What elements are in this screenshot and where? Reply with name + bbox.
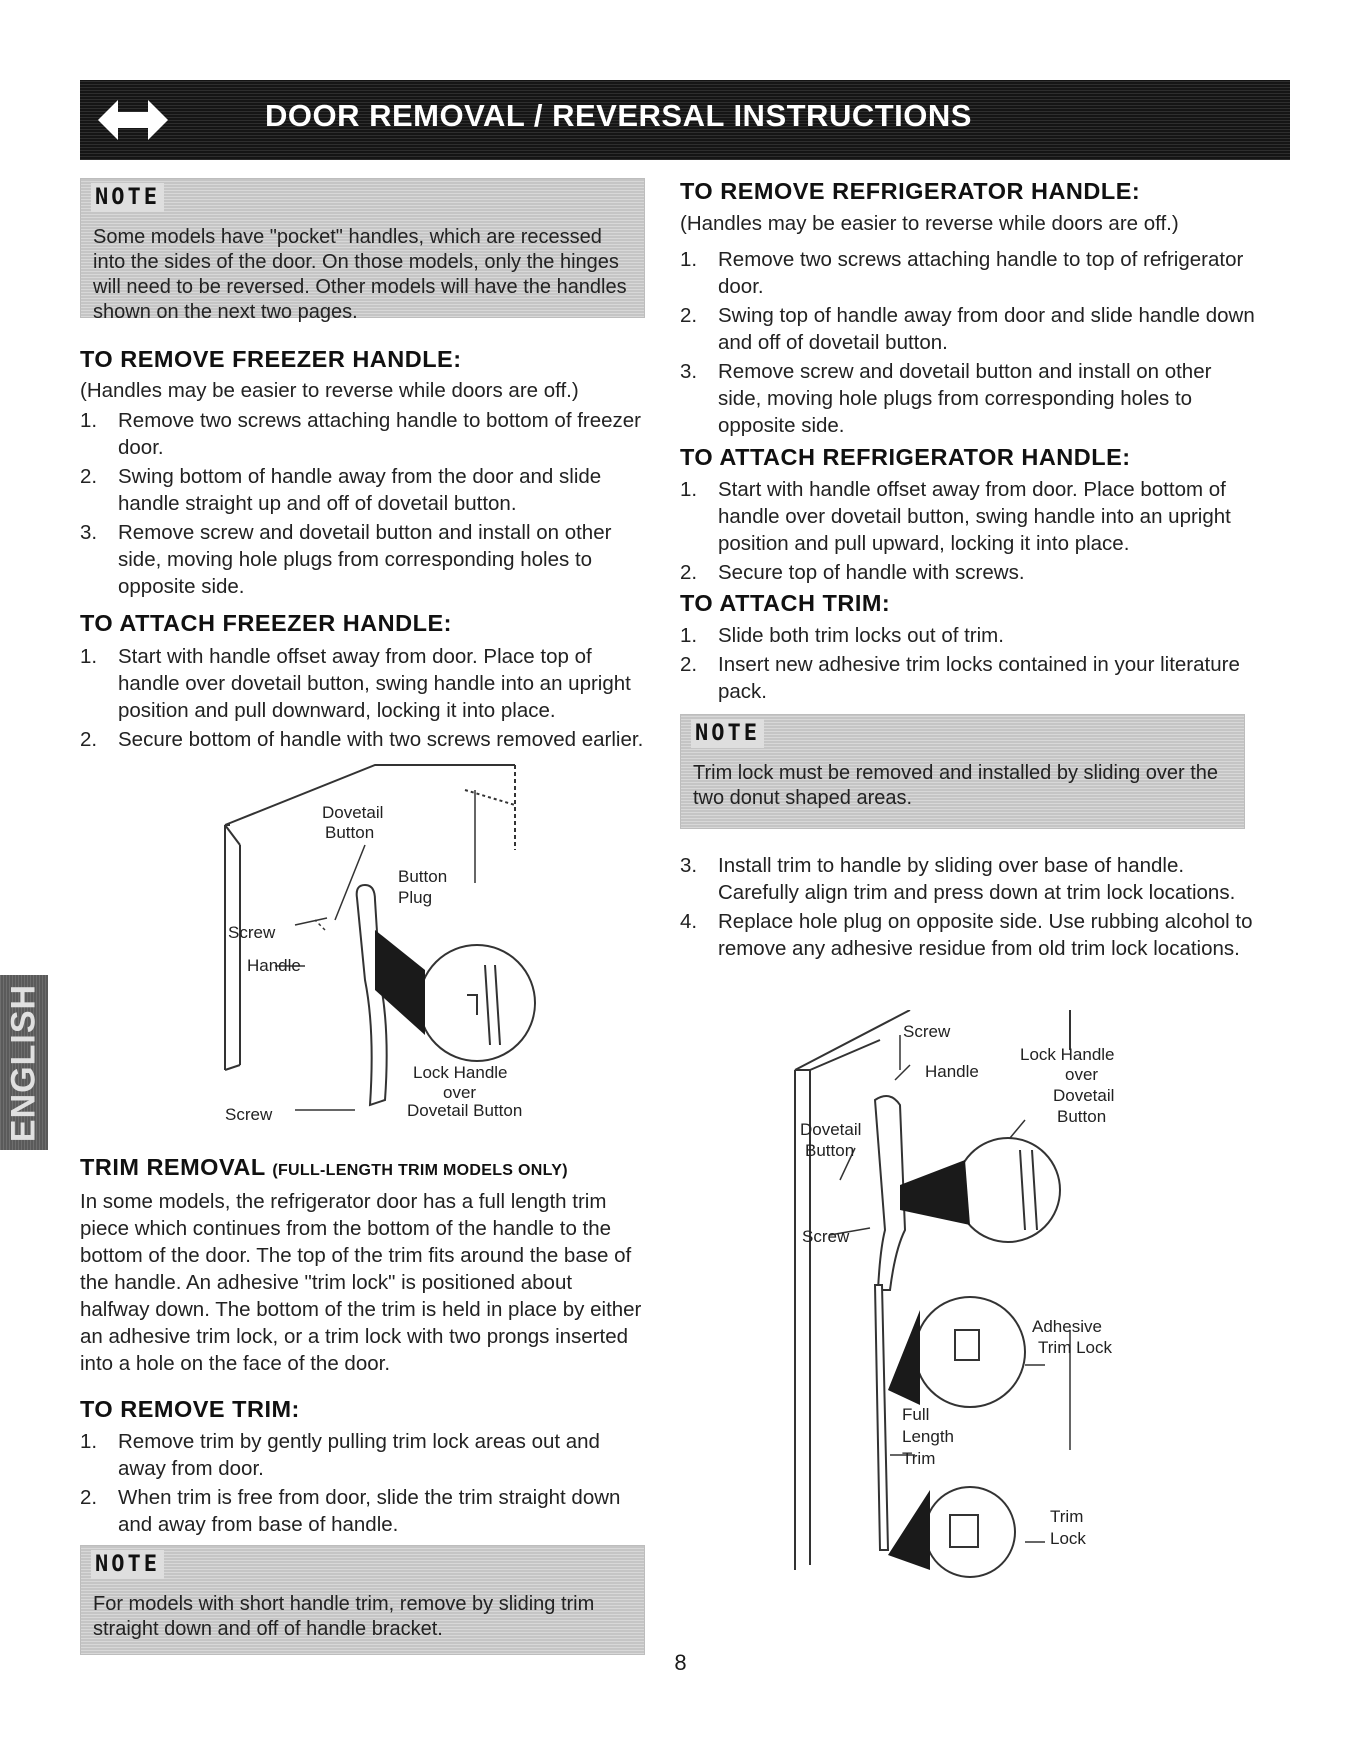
- list-item: 2. Swing bottom of handle away from the door and slide handle straight up and off of dovetail button.: [80, 465, 602, 515]
- label-screw-left: Screw: [802, 1227, 850, 1246]
- label-over: over: [443, 1083, 477, 1102]
- subtext-refrigerator: (Handles may be easier to reverse while doors are off.): [680, 212, 1179, 235]
- list-item: 1. Remove two screws attaching handle to top of refrigerator door.: [680, 248, 1244, 298]
- list-item: 1. Remove trim by gently pulling trim lock areas out and away from door.: [80, 1430, 600, 1480]
- list-item: 2. Insert new adhesive trim locks contained in your literature pack.: [680, 653, 1240, 703]
- heading-attach-refrigerator-handle: TO ATTACH REFRIGERATOR HANDLE:: [680, 444, 1131, 470]
- list-item: 3. Remove screw and dovetail button and install on other side, moving hole plugs from corresponding holes to opposite side.: [680, 360, 1212, 437]
- steps-remove-trim: [80, 1428, 645, 1538]
- label-button-plug: Button: [398, 867, 448, 886]
- note-label: NOTE: [91, 1550, 164, 1579]
- heading-trim-removal: TRIM REMOVAL (FULL-LENGTH TRIM MODELS ONLY): [80, 1154, 568, 1180]
- label-trim-lock: Trim Lock: [1038, 1338, 1112, 1357]
- label-screw-bottom: Screw: [225, 1105, 273, 1124]
- freezer-handle-diagram: [185, 760, 565, 1140]
- trim-removal-paragraph: In some models, the refrigerator door has a full length trim piece which continues from the bottom of the handle to the bottom of the door. The top of the trim fits around the base of the handle. An adhesive "trim lock" is positioned about halfway down. The bottom of the trim is held in place by either an adhesive trim lock, or a trim lock with two prongs inserted into a hole on the face of the door.: [80, 1190, 642, 1375]
- list-item: 1. Remove two screws attaching handle to bottom of freezer door.: [80, 409, 642, 459]
- heading-attach-trim: TO ATTACH TRIM:: [680, 590, 891, 616]
- label-dovetail-right: Dovetail: [1053, 1086, 1115, 1105]
- note-box-short-trim: [80, 1545, 645, 1655]
- double-arrow-icon: [98, 96, 168, 144]
- label-lock-handle: Lock Handle: [413, 1063, 508, 1082]
- label-screw: Screw: [228, 923, 276, 942]
- label-screw-top: Screw: [903, 1022, 951, 1041]
- label-plug: Plug: [398, 888, 433, 907]
- note-box-trim-lock: [680, 714, 1245, 829]
- page-title: DOOR REMOVAL / REVERSAL INSTRUCTIONS: [265, 98, 972, 133]
- list-item: 1. Start with handle offset away from door. Place top of handle over dovetail button, swing handle into an upright position and pull downward, locking it into place.: [80, 645, 631, 722]
- steps-attach-freezer: [80, 643, 645, 753]
- header-banner: [80, 80, 1290, 160]
- label-button-left: Button: [805, 1141, 855, 1160]
- label-dovetail-button: Dovetail Button: [407, 1101, 523, 1120]
- label-button-right: Button: [1057, 1107, 1107, 1126]
- label-dovetail-left: Dovetail: [800, 1120, 862, 1139]
- label-over: over: [1065, 1065, 1099, 1084]
- list-item: 2. Secure top of handle with screws.: [680, 561, 1025, 584]
- list-item: 2. Secure bottom of handle with two screws removed earlier.: [80, 728, 644, 751]
- label-length: Length: [902, 1427, 954, 1446]
- list-item: 3. Remove screw and dovetail button and install on other side, moving hole plugs from corresponding holes to opposite side.: [80, 521, 612, 598]
- language-tab-label: ENGLISH: [4, 983, 43, 1142]
- steps-remove-refrigerator: [680, 246, 1255, 439]
- heading-attach-freezer-handle: TO ATTACH FREEZER HANDLE:: [80, 610, 452, 636]
- heading-remove-freezer-handle: TO REMOVE FREEZER HANDLE:: [80, 346, 462, 372]
- label-button: Button: [325, 823, 375, 842]
- steps-attach-refrigerator: [680, 476, 1255, 586]
- refrigerator-trim-diagram: [770, 1010, 1170, 1580]
- label-dovetail: Dovetail: [322, 803, 384, 822]
- steps-attach-trim: [680, 622, 1255, 705]
- steps-remove-freezer: [80, 407, 645, 600]
- note-label: NOTE: [691, 719, 764, 748]
- list-item: 1. Slide both trim locks out of trim.: [680, 624, 1004, 647]
- label-adhesive: Adhesive: [1032, 1317, 1102, 1336]
- note-text: For models with short handle trim, remove by sliding trim straight down and off of handle bracket.: [93, 1593, 595, 1640]
- note-label: NOTE: [91, 183, 164, 212]
- note-text: Trim lock must be removed and installed by sliding over the two donut shaped areas.: [693, 762, 1219, 809]
- subtext-freezer: (Handles may be easier to reverse while doors are off.): [80, 379, 579, 402]
- page-number: 8: [674, 1650, 687, 1675]
- heading-remove-trim: TO REMOVE TRIM:: [80, 1396, 300, 1422]
- list-item: 2. When trim is free from door, slide the trim straight down and away from base of handle.: [80, 1486, 621, 1536]
- note-box-pocket-handles: [80, 178, 645, 323]
- language-tab: [0, 975, 48, 1150]
- list-item: 3. Install trim to handle by sliding over base of handle. Carefully align trim and press down at trim lock locations.: [680, 854, 1236, 904]
- heading-remove-refrigerator-handle: TO REMOVE REFRIGERATOR HANDLE:: [680, 178, 1141, 204]
- label-full: Full: [902, 1405, 930, 1424]
- list-item: 2. Swing top of handle away from door and slide handle down and off of dovetail button.: [680, 304, 1255, 354]
- note-text: Some models have "pocket" handles, which are recessed into the sides of the door. On those models, only the hinges will need to be reversed. Other models will have the handles shown on the next two pages.: [93, 226, 627, 323]
- steps-attach-trim-continued: [680, 852, 1255, 962]
- label-handle: Handle: [247, 956, 301, 975]
- label-trim: Trim: [902, 1449, 936, 1468]
- label-trim-bottom: Trim: [1050, 1507, 1084, 1526]
- label-lock-handle: Lock Handle: [1020, 1045, 1115, 1064]
- list-item: 1. Start with handle offset away from door. Place bottom of handle over dovetail button, swing handle into an upright position and pull upward, locking it into place.: [680, 478, 1231, 555]
- list-item: 4. Replace hole plug on opposite side. Use rubbing alcohol to remove any adhesive residue from old trim lock locations.: [680, 910, 1253, 960]
- label-lock-bottom: Lock: [1050, 1529, 1086, 1548]
- label-handle: Handle: [925, 1062, 979, 1081]
